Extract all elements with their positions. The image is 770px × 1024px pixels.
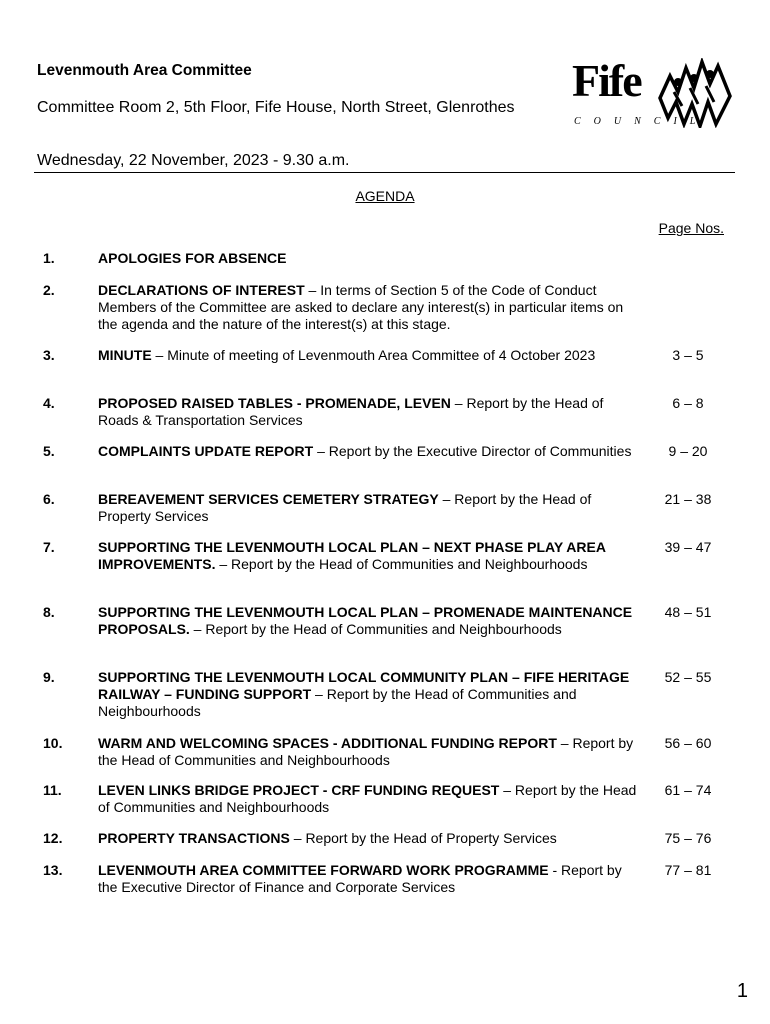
item-pages: 3 – 5 bbox=[672, 347, 704, 363]
item-title: APOLOGIES FOR ABSENCE bbox=[98, 250, 287, 266]
item-title: BEREAVEMENT SERVICES CEMETERY STRATEGY bbox=[98, 491, 439, 507]
fife-council-logo bbox=[570, 55, 735, 132]
item-title: DECLARATIONS OF INTEREST bbox=[98, 282, 305, 298]
item-title: PROPOSED RAISED TABLES - PROMENADE, LEVEN bbox=[98, 395, 451, 411]
item-number: 7. bbox=[43, 539, 55, 555]
header-rule bbox=[34, 172, 735, 173]
item-number: 4. bbox=[43, 395, 55, 411]
item-desc: – Report by the Head of Roads & Transportation Services bbox=[98, 395, 604, 428]
item-number: 10. bbox=[43, 735, 63, 751]
logo-word: Fife bbox=[572, 55, 641, 106]
item-desc: – Report by the Head of Communities and Neighbourhoods bbox=[189, 621, 562, 637]
item-title: LEVENMOUTH AREA COMMITTEE FORWARD WORK PROGRAMME bbox=[98, 862, 549, 878]
agenda-heading: AGENDA bbox=[355, 188, 415, 204]
item-number: 3. bbox=[43, 347, 55, 363]
venue: Committee Room 2, 5th Floor, Fife House, North Street, Glenrothes bbox=[37, 99, 515, 116]
item-number: 12. bbox=[43, 830, 63, 846]
item-text bbox=[98, 250, 638, 267]
item-text bbox=[98, 282, 638, 333]
item-text bbox=[98, 669, 638, 720]
item-title: LEVEN LINKS BRIDGE PROJECT - CRF FUNDING REQUEST bbox=[98, 782, 500, 798]
item-desc: – Report by the Head of Property Services bbox=[289, 830, 557, 846]
item-pages: 48 – 51 bbox=[664, 604, 712, 620]
committee-title: Levenmouth Area Committee bbox=[37, 62, 252, 79]
item-number: 11. bbox=[43, 782, 62, 798]
page-nos-heading: Page Nos. bbox=[658, 220, 724, 236]
item-text bbox=[98, 347, 638, 364]
item-text bbox=[98, 395, 638, 429]
item-number: 8. bbox=[43, 604, 55, 620]
item-title: MINUTE bbox=[98, 347, 152, 363]
item-desc: – Report by the Executive Director of Communities bbox=[313, 443, 632, 459]
item-pages: 6 – 8 bbox=[672, 395, 704, 411]
item-pages: 21 – 38 bbox=[664, 491, 712, 507]
item-text bbox=[98, 604, 638, 638]
item-desc: – Report by the Head of Communities and Neighbourhoods bbox=[98, 686, 577, 719]
item-pages: 39 – 47 bbox=[664, 539, 712, 555]
item-number: 2. bbox=[43, 282, 55, 298]
item-desc: – Report by the Head of Communities and Neighbourhoods bbox=[215, 556, 588, 572]
item-title: WARM AND WELCOMING SPACES - ADDITIONAL FUNDING REPORT bbox=[98, 735, 557, 751]
item-text bbox=[98, 443, 638, 460]
item-text bbox=[98, 491, 638, 525]
item-text bbox=[98, 735, 638, 769]
item-pages: 77 – 81 bbox=[664, 862, 712, 878]
logo-sub: COUNCIL bbox=[574, 116, 709, 127]
item-pages: 56 – 60 bbox=[664, 735, 712, 751]
item-text bbox=[98, 830, 638, 847]
item-title: SUPPORTING THE LEVENMOUTH LOCAL PLAN – NEXT PHASE PLAY AREA IMPROVEMENTS. bbox=[98, 539, 606, 572]
page-number: 1 bbox=[736, 980, 748, 1002]
item-number: 5. bbox=[43, 443, 55, 459]
item-number: 1. bbox=[43, 250, 55, 266]
item-desc: - Report by the Executive Director of Finance and Corporate Services bbox=[98, 862, 622, 895]
item-pages: 75 – 76 bbox=[664, 830, 712, 846]
meeting-date: Wednesday, 22 November, 2023 - 9.30 a.m. bbox=[37, 152, 350, 169]
item-desc: – In terms of Section 5 of the Code of Conduct Members of the Committee are asked to declare any interest(s) in particular items on the agenda and the nature of the interest(s) at this stage. bbox=[98, 282, 624, 332]
item-desc: – Report by the Head of Property Services bbox=[98, 491, 592, 524]
item-pages: 61 – 74 bbox=[664, 782, 712, 798]
item-pages: 9 – 20 bbox=[668, 443, 708, 459]
item-number: 13. bbox=[43, 862, 63, 878]
item-desc: – Minute of meeting of Levenmouth Area Committee of 4 October 2023 bbox=[151, 347, 596, 363]
item-pages: 52 – 55 bbox=[664, 669, 712, 685]
item-number: 9. bbox=[43, 669, 55, 685]
item-number: 6. bbox=[43, 491, 55, 507]
item-desc: – Report by the Head of Communities and Neighbourhoods bbox=[98, 735, 634, 768]
item-text bbox=[98, 782, 638, 816]
item-title: COMPLAINTS UPDATE REPORT bbox=[98, 443, 314, 459]
item-title: SUPPORTING THE LEVENMOUTH LOCAL COMMUNITY PLAN – FIFE HERITAGE RAILWAY – FUNDING SUPPORT bbox=[98, 669, 630, 702]
item-text bbox=[98, 862, 638, 896]
item-title: PROPERTY TRANSACTIONS bbox=[98, 830, 290, 846]
item-text bbox=[98, 539, 638, 573]
item-title: SUPPORTING THE LEVENMOUTH LOCAL PLAN – PROMENADE MAINTENANCE PROPOSALS. bbox=[98, 604, 633, 637]
item-desc: – Report by the Head of Communities and Neighbourhoods bbox=[98, 782, 637, 815]
